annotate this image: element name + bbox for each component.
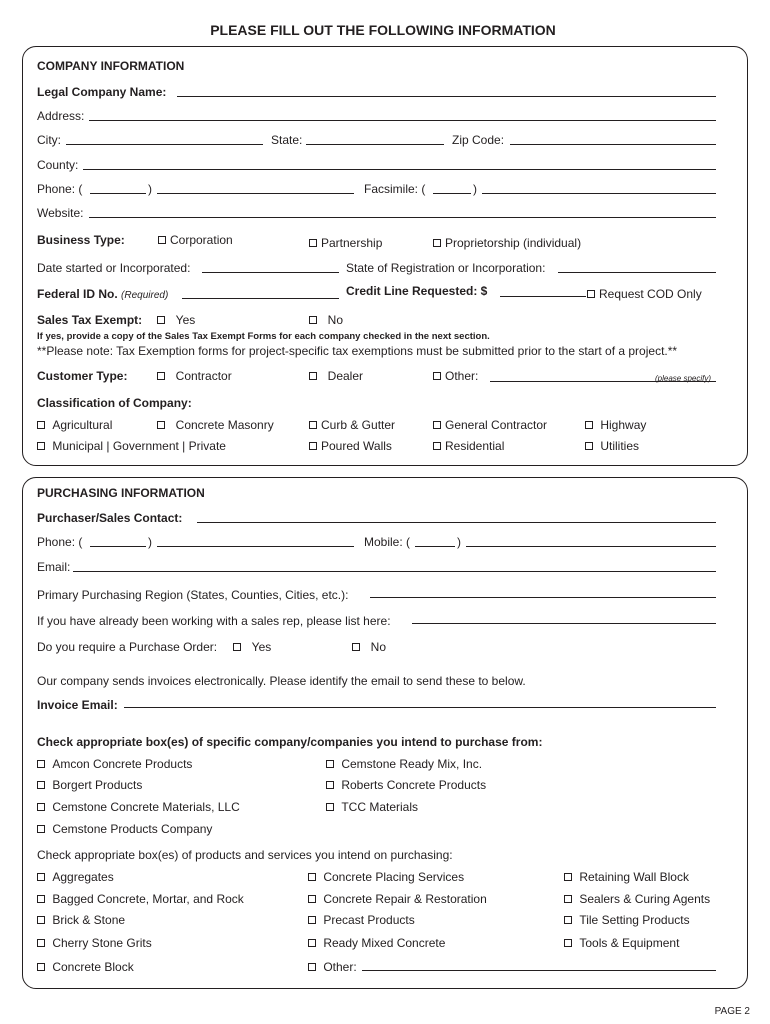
other-product-checkbox[interactable] (308, 963, 316, 971)
fax-label: Facsimile: ( (364, 182, 426, 196)
sales-tax-label: Sales Tax Exempt: (37, 313, 143, 327)
sales-tax-no-checkbox[interactable] (309, 316, 317, 324)
invoice-note: Our company sends invoices electronically. Please identify the email to send these to below. (37, 674, 526, 688)
please-specify-hint: (please specify) (655, 374, 712, 383)
phone-area-code-field[interactable] (90, 193, 146, 194)
dealer-checkbox[interactable] (309, 372, 317, 380)
cemstone-products-checkbox[interactable] (37, 825, 45, 833)
credit-line-field[interactable] (500, 296, 586, 297)
purchasing-phone-label: Phone: ( (37, 535, 83, 549)
product-option-precast[interactable]: Precast Products (308, 913, 415, 927)
brick-stone-checkbox[interactable] (37, 916, 45, 924)
state-label: State: (271, 133, 303, 147)
sales-tax-yes-checkbox[interactable] (157, 316, 165, 324)
purchaser-contact-label: Purchaser/Sales Contact: (37, 511, 183, 525)
municipal-checkbox[interactable] (37, 442, 45, 450)
page-title: PLEASE FILL OUT THE FOLLOWING INFORMATION (210, 22, 556, 38)
cemstone-ready-mix-checkbox[interactable] (326, 760, 334, 768)
purchase-order-yes-checkbox[interactable] (233, 643, 241, 651)
purchasing-region-field[interactable] (370, 597, 716, 598)
classification-highway[interactable]: Highway (585, 418, 646, 432)
contractor-option[interactable]: Contractor (157, 369, 232, 383)
product-option-concrete-block[interactable]: Concrete Block (37, 960, 134, 974)
city-field[interactable] (66, 144, 263, 145)
sales-rep-label: If you have already been working with a sales rep, please list here: (37, 614, 391, 628)
address-label: Address: (37, 109, 85, 123)
invoice-email-label: Invoice Email: (37, 698, 118, 712)
other-customer-option[interactable]: Other: (433, 369, 478, 383)
company-section-heading: COMPANY INFORMATION (37, 59, 185, 73)
tile-setting-checkbox[interactable] (564, 916, 572, 924)
general-contractor-checkbox[interactable] (433, 421, 441, 429)
ready-mixed-checkbox[interactable] (308, 939, 316, 947)
roberts-checkbox[interactable] (326, 781, 334, 789)
proprietorship-option[interactable]: Proprietorship (individual) (433, 236, 581, 250)
aggregates-checkbox[interactable] (37, 873, 45, 881)
concrete-repair-checkbox[interactable] (308, 895, 316, 903)
concrete-placing-checkbox[interactable] (308, 873, 316, 881)
request-cod-checkbox[interactable] (587, 290, 595, 298)
state-registration-label: State of Registration or Incorporation: (346, 261, 546, 275)
purchaser-contact-field[interactable] (197, 522, 716, 523)
product-option-aggregates[interactable]: Aggregates (37, 870, 114, 884)
product-option-sealers[interactable]: Sealers & Curing Agents (564, 892, 710, 906)
county-label: County: (37, 158, 79, 172)
purchasing-section-heading: PURCHASING INFORMATION (37, 486, 205, 500)
corporation-option[interactable]: Corporation (158, 233, 233, 247)
website-field[interactable] (89, 217, 716, 218)
product-option-bagged-concrete[interactable]: Bagged Concrete, Mortar, and Rock (37, 892, 244, 906)
residential-checkbox[interactable] (433, 442, 441, 450)
tax-exempt-note: If yes, provide a copy of the Sales Tax Exempt Forms for each company checked in the next section. (37, 331, 490, 342)
sales-tax-no-option[interactable]: No (309, 313, 343, 327)
partnership-option[interactable]: Partnership (309, 236, 382, 250)
zip-label: Zip Code: (452, 133, 505, 147)
invoice-email-field[interactable] (124, 707, 716, 708)
classification-municipal[interactable]: Municipal | Government | Private (37, 439, 226, 453)
zip-field[interactable] (510, 144, 716, 145)
company-option-cemstone-materials[interactable]: Cemstone Concrete Materials, LLC (37, 800, 240, 814)
date-started-label: Date started or Incorporated: (37, 261, 191, 275)
federal-id-field[interactable] (182, 298, 339, 299)
purchase-order-no-checkbox[interactable] (352, 643, 360, 651)
mobile-field[interactable] (466, 546, 716, 547)
product-option-concrete-repair[interactable]: Concrete Repair & Restoration (308, 892, 487, 906)
address-field[interactable] (89, 120, 716, 121)
legal-name-field[interactable] (177, 96, 716, 97)
fax-area-code-field[interactable] (433, 193, 471, 194)
phone-label: Phone: ( (37, 182, 83, 196)
website-label: Website: (37, 206, 84, 220)
product-option-other[interactable]: Other: (308, 960, 357, 974)
phone-close-paren: ) (148, 182, 152, 196)
product-option-cherry-stone[interactable]: Cherry Stone Grits (37, 936, 152, 950)
product-option-tools[interactable]: Tools & Equipment (564, 936, 679, 950)
purchasing-phone-area-code-field[interactable] (90, 546, 146, 547)
proprietorship-checkbox[interactable] (433, 239, 441, 247)
fax-field[interactable] (482, 193, 716, 194)
purchasing-email-field[interactable] (73, 571, 716, 572)
classification-residential[interactable]: Residential (433, 439, 504, 453)
curb-gutter-checkbox[interactable] (309, 421, 317, 429)
other-customer-checkbox[interactable] (433, 372, 441, 380)
other-product-field[interactable] (362, 970, 716, 971)
classification-label: Classification of Company: (37, 396, 192, 410)
purchasing-phone-close-paren: ) (148, 535, 152, 549)
purchasing-region-label: Primary Purchasing Region (States, Counties, Cities, etc.): (37, 588, 349, 602)
poured-walls-checkbox[interactable] (309, 442, 317, 450)
county-field[interactable] (83, 169, 716, 170)
sealers-checkbox[interactable] (564, 895, 572, 903)
classification-curb-gutter[interactable]: Curb & Gutter (309, 418, 395, 432)
mobile-close-paren: ) (457, 535, 461, 549)
date-started-field[interactable] (202, 272, 339, 273)
classification-agricultural[interactable]: Agricultural (37, 418, 112, 432)
legal-name-label: Legal Company Name: (37, 85, 167, 99)
dealer-option[interactable]: Dealer (309, 369, 363, 383)
federal-id-label: Federal ID No. (Required) (37, 287, 169, 301)
sales-tax-yes-option[interactable]: Yes (157, 313, 195, 327)
product-option-tile-setting[interactable]: Tile Setting Products (564, 913, 690, 927)
borgert-checkbox[interactable] (37, 781, 45, 789)
company-option-borgert[interactable]: Borgert Products (37, 778, 142, 792)
concrete-masonry-checkbox[interactable] (157, 421, 165, 429)
classification-utilities[interactable]: Utilities (585, 439, 639, 453)
purchase-order-label: Do you require a Purchase Order: (37, 640, 218, 654)
highway-checkbox[interactable] (585, 421, 593, 429)
purchase-order-no-option[interactable]: No (352, 640, 386, 654)
mobile-area-code-field[interactable] (415, 546, 455, 547)
classification-poured-walls[interactable]: Poured Walls (309, 439, 392, 453)
company-option-cemstone-products[interactable]: Cemstone Products Company (37, 822, 212, 836)
state-field[interactable] (306, 144, 444, 145)
company-option-tcc[interactable]: TCC Materials (326, 800, 418, 814)
business-type-label: Business Type: (37, 233, 125, 247)
utilities-checkbox[interactable] (585, 442, 593, 450)
partnership-checkbox[interactable] (309, 239, 317, 247)
tools-checkbox[interactable] (564, 939, 572, 947)
agricultural-checkbox[interactable] (37, 421, 45, 429)
tcc-checkbox[interactable] (326, 803, 334, 811)
cemstone-materials-checkbox[interactable] (37, 803, 45, 811)
company-option-roberts[interactable]: Roberts Concrete Products (326, 778, 486, 792)
companies-heading: Check appropriate box(es) of specific company/companies you intend to purchase from: (37, 735, 543, 749)
precast-checkbox[interactable] (308, 916, 316, 924)
phone-field[interactable] (157, 193, 354, 194)
state-registration-field[interactable] (558, 272, 716, 273)
purchase-order-yes-option[interactable]: Yes (233, 640, 271, 654)
cherry-stone-checkbox[interactable] (37, 939, 45, 947)
mobile-label: Mobile: ( (364, 535, 411, 549)
product-option-concrete-placing[interactable]: Concrete Placing Services (308, 870, 464, 884)
products-heading: Check appropriate box(es) of products and services you intend on purchasing: (37, 848, 453, 862)
page-number: PAGE 2 (714, 1006, 750, 1017)
classification-general-contractor[interactable]: General Contractor (433, 418, 547, 432)
product-option-retaining-wall[interactable]: Retaining Wall Block (564, 870, 689, 884)
retaining-wall-checkbox[interactable] (564, 873, 572, 881)
credit-line-label: Credit Line Requested: $ (346, 284, 488, 298)
city-label: City: (37, 133, 61, 147)
purchasing-phone-field[interactable] (157, 546, 354, 547)
product-option-brick-stone[interactable]: Brick & Stone (37, 913, 125, 927)
purchasing-email-label: Email: (37, 560, 71, 574)
customer-type-label: Customer Type: (37, 369, 128, 383)
company-option-cemstone-ready-mix[interactable]: Cemstone Ready Mix, Inc. (326, 757, 482, 771)
company-option-amcon[interactable]: Amcon Concrete Products (37, 757, 192, 771)
product-option-ready-mixed[interactable]: Ready Mixed Concrete (308, 936, 445, 950)
request-cod-option[interactable]: Request COD Only (587, 287, 702, 301)
concrete-block-checkbox[interactable] (37, 963, 45, 971)
corporation-checkbox[interactable] (158, 236, 166, 244)
fax-close-paren: ) (473, 182, 477, 196)
classification-concrete-masonry[interactable]: Concrete Masonry (157, 418, 274, 432)
tax-exempt-project-note: **Please note: Tax Exemption forms for project-specific tax exemptions must be submitted prior to the start of a project.** (37, 344, 678, 358)
bagged-concrete-checkbox[interactable] (37, 895, 45, 903)
amcon-checkbox[interactable] (37, 760, 45, 768)
sales-rep-field[interactable] (412, 623, 716, 624)
contractor-checkbox[interactable] (157, 372, 165, 380)
